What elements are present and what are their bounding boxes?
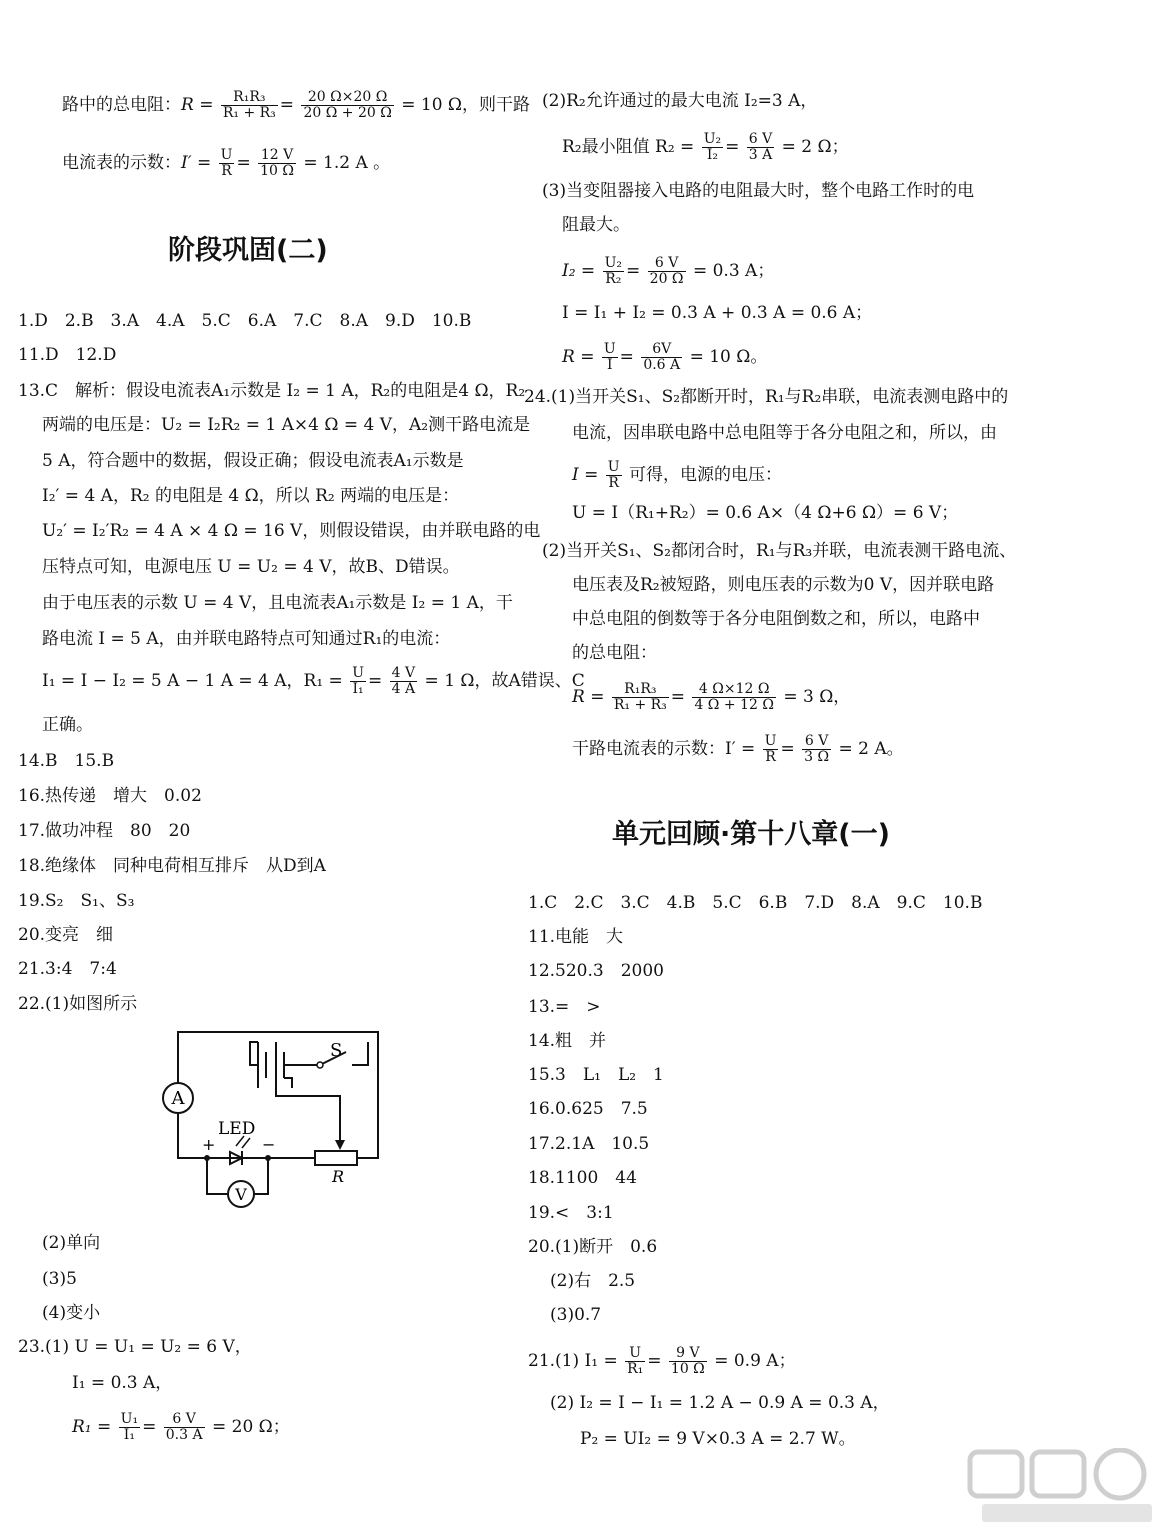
- answer-line: I = $\frac{U}{R}$ 可得，电源的电压：: [572, 459, 782, 491]
- answer-line: 18.1100 44: [528, 1168, 637, 1188]
- answer-line: 17.2.1A 10.5: [528, 1134, 650, 1154]
- answer-line: R = $\frac{\text{R₁R₃}}{\text{R₁ + R₃}}$ = $\frac{4 \Omega\times 12 \Omega}{4 \Omega + 12 \Omega}$ = 3 Ω，: [572, 681, 851, 713]
- answer-line: 19.S₂ S₁、S₃: [18, 891, 135, 911]
- answer-line: 11.电能 大: [528, 927, 624, 947]
- answer-line: 13.= >: [528, 997, 601, 1017]
- answer-line: 24.(1)当开关S₁、S₂都断开时，R₁与R₂串联，电流表测电路中的: [524, 387, 1009, 407]
- answer-line: 12.520.3 2000: [528, 961, 664, 981]
- answer-line: 11.D 12.D: [18, 345, 117, 365]
- answer-line: 14.粗 并: [528, 1031, 607, 1051]
- answer-line: 由于电压表的示数 U = 4 V，且电流表A₁示数是 I₂ = 1 A，干: [42, 593, 513, 613]
- answer-line: 16.热传递 增大 0.02: [18, 786, 202, 806]
- answer-line: 14.B 15.B: [18, 751, 115, 771]
- answer-line: 16.0.625 7.5: [528, 1099, 648, 1119]
- voltmeter-label: V: [235, 1185, 247, 1204]
- answer-line: I₂′ = 4 A，R₂ 的电阻是 4 Ω，所以 R₂ 两端的电压是：: [42, 486, 460, 506]
- answer-line: 18.绝缘体 同种电荷相互排斥 从D到A: [18, 856, 326, 876]
- circuit-diagram: [150, 1020, 390, 1225]
- section-title: 单元回顾·第十八章(一): [612, 819, 890, 850]
- answer-line: 1.D 2.B 3.A 4.A 5.C 6.A 7.C 8.A 9.D 10.B: [18, 311, 472, 331]
- answer-line: 17.做功冲程 80 20: [18, 821, 191, 841]
- answer-line: 正确。: [42, 715, 93, 735]
- plus-label: +: [202, 1135, 216, 1154]
- answer-line: U₂′ = I₂′R₂ = 4 A × 4 Ω = 16 V，则假设错误，由并联电路的电: [42, 521, 541, 541]
- answer-line: 22.(1)如图所示: [18, 994, 138, 1014]
- answer-line: 电压表及R₂被短路，则电压表的示数为0 V，因并联电路: [572, 575, 995, 595]
- answer-line: 15.3 L₁ L₂ 1: [528, 1065, 664, 1085]
- answer-line: 1.C 2.C 3.C 4.B 5.C 6.B 7.D 8.A 9.C 10.B: [528, 893, 983, 913]
- answer-line: 21.3:4 7:4: [18, 959, 117, 979]
- answer-line: (3)当变阻器接入电路的电阻最大时，整个电路工作时的电: [542, 181, 975, 201]
- answer-line: I₁ = 0.3 A，: [72, 1373, 173, 1393]
- answer-line: 19.< 3:1: [528, 1203, 614, 1223]
- answer-line: 5 A，符合题中的数据，假设正确；假设电流表A₁示数是: [42, 451, 464, 471]
- answer-line: 电流，因串联电路中总电阻等于各分电阻之和，所以，由: [572, 423, 997, 443]
- answer-line: 电流表的示数：I′ = $\frac{U}{R}$ = $\frac{12 V}{10 \Omega}$ = 1.2 A 。: [62, 147, 391, 179]
- led-label: LED: [218, 1119, 256, 1139]
- switch-label: S: [330, 1040, 343, 1061]
- answer-line: U = I（R₁+R₂）= 0.6 A×（4 Ω+6 Ω）= 6 V；: [572, 503, 959, 523]
- answer-line: R₂最小阻值 R₂ = $\frac{\text{U₂}}{\text{I₂}}$ = $\frac{6 V}{3 A}$ = 2 Ω；: [562, 131, 849, 163]
- ammeter-label: A: [171, 1088, 185, 1109]
- answer-line: 两端的电压是：U₂ = I₂R₂ = 1 A×4 Ω = 4 V，A₂测干路电流是: [42, 415, 531, 435]
- answer-line: 路电流 I = 5 A，由并联电路特点可知通过R₁的电流：: [42, 629, 451, 649]
- answer-line: I = I₁ + I₂ = 0.3 A + 0.3 A = 0.6 A；: [562, 303, 873, 323]
- answer-line: (3)5: [42, 1269, 77, 1289]
- answer-line: (2) I₂ = I − I₁ = 1.2 A − 0.9 A = 0.3 A，: [550, 1393, 890, 1413]
- answer-line: (2)当开关S₁、S₂都闭合时，R₁与R₃并联，电流表测干路电流、: [542, 541, 1017, 561]
- answer-line: (4)变小: [42, 1303, 101, 1323]
- answer-line: 路中的总电阻：R = $\frac{\text{R₁R₃}}{\text{R₁ + R₃}}$ = $\frac{20 \Omega\times 20 \Omega}{20 \Omega + 20 \Omega}$ = 10 Ω，则干路: [62, 89, 531, 121]
- minus-label: −: [262, 1135, 276, 1154]
- answer-line: I₂ = $\frac{\text{U₂}}{\text{R₂}}$ = $\frac{6 V}{20 \Omega}$ = 0.3 A；: [562, 255, 775, 287]
- answer-line: (2)单向: [42, 1233, 101, 1253]
- answer-line: R₁ = $\frac{\text{U₁}}{\text{I₁}}$ = $\frac{6 V}{0.3 A}$ = 20 Ω；: [72, 1411, 290, 1443]
- answer-line: 中总电阻的倒数等于各分电阻倒数之和，所以，电路中: [572, 609, 980, 629]
- answer-line: (2)右 2.5: [550, 1271, 636, 1291]
- answer-line: 20.变亮 细: [18, 925, 114, 945]
- answer-line: R = $\frac{U}{I}$ = $\frac{6V}{0.6 A}$ = 10 Ω。: [562, 341, 768, 373]
- answer-line: 阻最大。: [562, 215, 630, 235]
- answer-line: P₂ = UI₂ = 9 V×0.3 A = 2.7 W。: [580, 1429, 856, 1449]
- answer-line: (2)R₂允许通过的最大电流 I₂=3 A，: [542, 91, 818, 111]
- answer-line: 的总电阻：: [572, 643, 657, 663]
- answer-line: 21.(1) I₁ = $\frac{U}{\text{R₁}}$ = $\frac{9 V}{10 \Omega}$ = 0.9 A；: [528, 1345, 796, 1377]
- answer-line: 20.(1)断开 0.6: [528, 1237, 658, 1257]
- answer-line: 23.(1) U = U₁ = U₂ = 6 V，: [18, 1337, 252, 1357]
- watermark-logo: [962, 1448, 1162, 1528]
- answer-line: 压特点可知，电源电压 U = U₂ = 4 V，故B、D错误。: [42, 557, 460, 577]
- answer-line: I₁ = I − I₂ = 5 A − 1 A = 4 A，R₁ = $\frac{U}{\text{I₁}}$ = $\frac{4 V}{4 A}$ = 1 Ω，故A错误、C: [42, 665, 585, 697]
- answer-line: 13.C 解析：假设电流表A₁示数是 I₂ = 1 A，R₂的电阻是4 Ω，R₂: [18, 381, 526, 401]
- answer-line: (3)0.7: [550, 1305, 602, 1325]
- section-title: 阶段巩固(二): [168, 235, 328, 266]
- resistor-label: R: [332, 1167, 345, 1186]
- answer-line: 干路电流表的示数：I′ = $\frac{U}{R}$ = $\frac{6 V}{3 \Omega}$ = 2 A。: [572, 733, 904, 765]
